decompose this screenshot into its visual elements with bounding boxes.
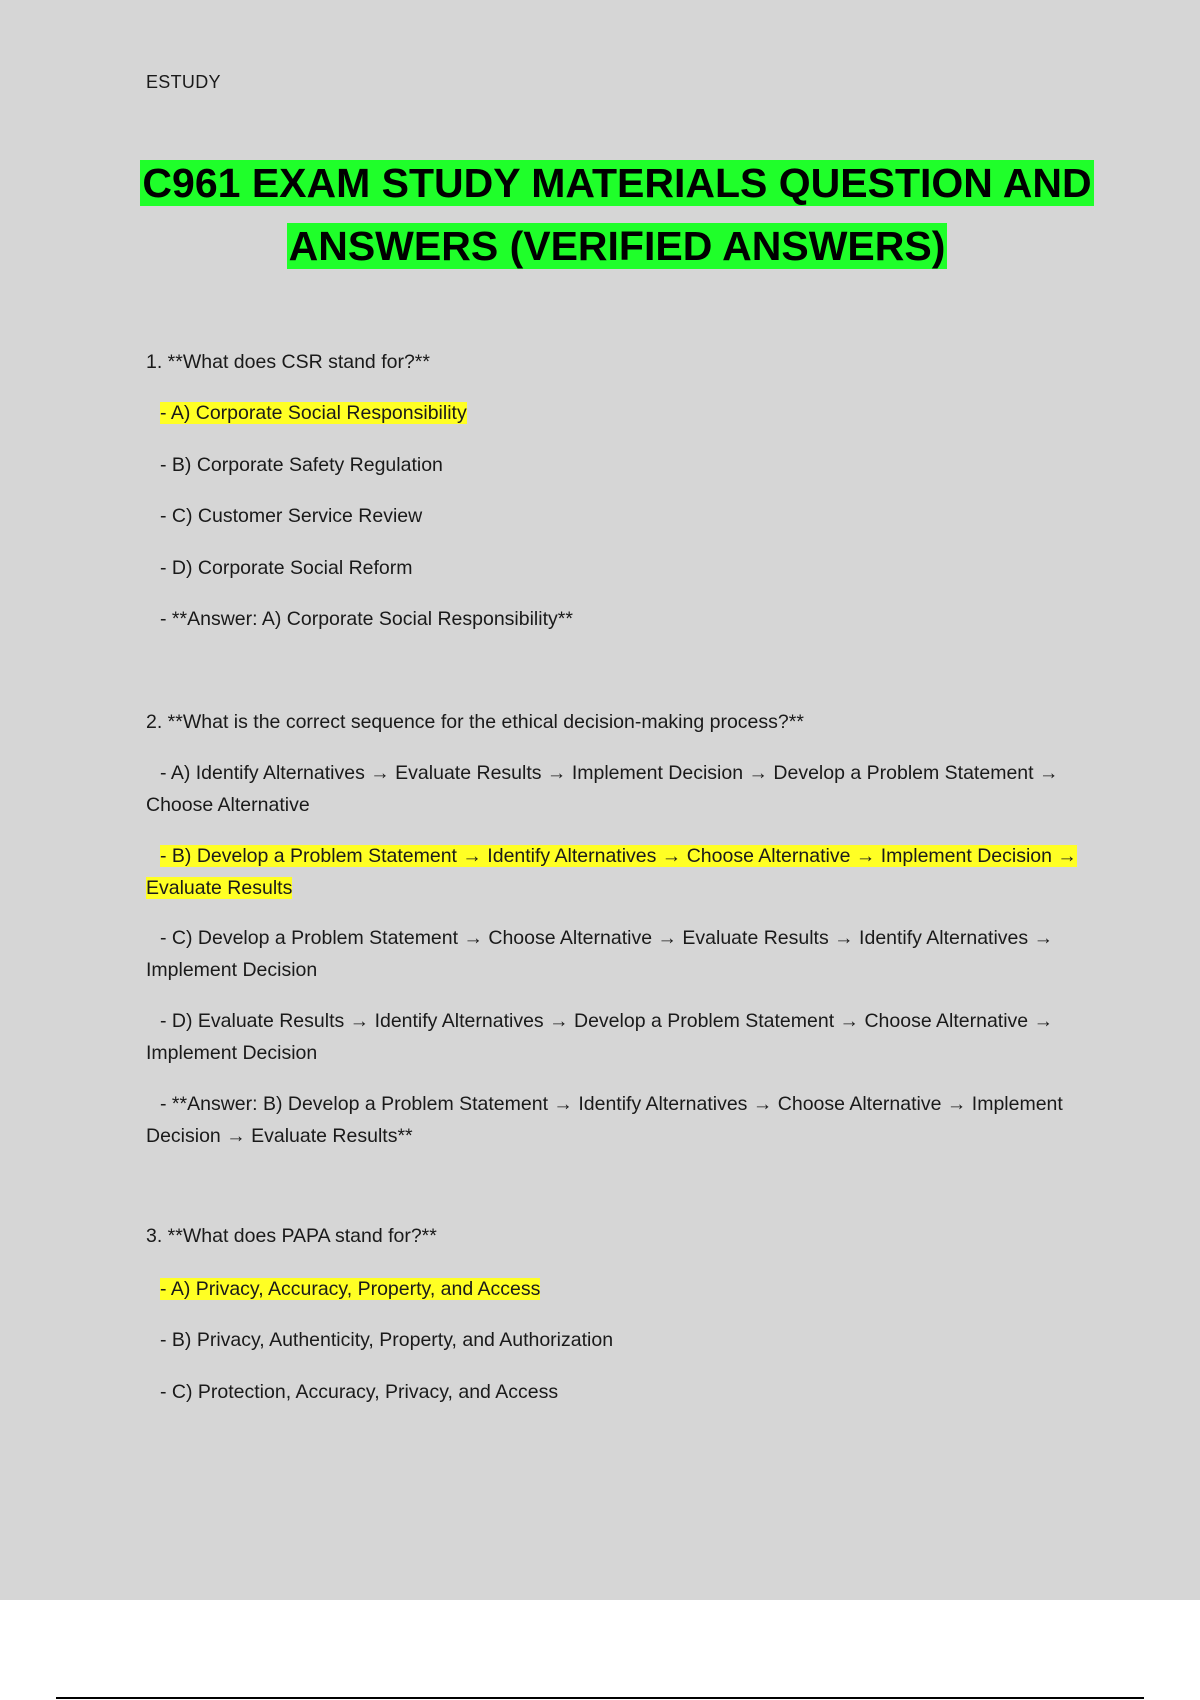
- q2-option-a: - A) Identify Alternatives → Evaluate Results → Implement Decision → Develop a Problem Statement → Choose Alternative: [146, 762, 1059, 816]
- q2-option-d: - D) Evaluate Results → Identify Alternatives → Develop a Problem Statement → Choose Alternative → Implement Decision: [146, 1010, 1054, 1064]
- page-divider: [56, 1697, 1144, 1699]
- question-1: 1. **What does CSR stand for?**: [146, 351, 430, 373]
- q2-option-b: [146, 840, 1086, 904]
- title-line-1: C961 EXAM STUDY MATERIALS QUESTION AND: [142, 160, 1092, 206]
- q3-option-c: - C) Protection, Accuracy, Privacy, and Access: [160, 1381, 559, 1403]
- document-title: [130, 152, 1104, 278]
- q2-option-b-text: - B) Develop a Problem Statement → Identify Alternatives → Choose Alternative → Implement Decision → Evaluate Results: [146, 845, 1077, 899]
- q3-option-b: - B) Privacy, Authenticity, Property, and Authorization: [160, 1329, 614, 1351]
- question-2: 2. **What is the correct sequence for the ethical decision-making process?**: [146, 711, 804, 733]
- title-line-2: ANSWERS (VERIFIED ANSWERS): [288, 223, 946, 269]
- q1-option-c: - C) Customer Service Review: [160, 505, 423, 527]
- q1-option-a: [146, 397, 1086, 429]
- document-header: ESTUDY: [146, 72, 221, 92]
- q1-option-b: - B) Corporate Safety Regulation: [160, 454, 443, 476]
- question-3: 3. **What does PAPA stand for?**: [146, 1225, 437, 1247]
- q3-option-a: [146, 1273, 1086, 1305]
- q1-answer: - **Answer: A) Corporate Social Responsibility**: [160, 608, 573, 630]
- q2-answer: - **Answer: B) Develop a Problem Statement → Identify Alternatives → Choose Alternative → Implement Decision → Evaluate Results**: [146, 1093, 1063, 1147]
- q2-option-c: - C) Develop a Problem Statement → Choose Alternative → Evaluate Results → Identify Alternatives → Implement Decision: [146, 927, 1054, 981]
- q3-option-a-text: - A) Privacy, Accuracy, Property, and Access: [160, 1278, 541, 1300]
- q1-option-a-text: - A) Corporate Social Responsibility: [160, 402, 467, 424]
- q1-option-d: - D) Corporate Social Reform: [160, 557, 413, 579]
